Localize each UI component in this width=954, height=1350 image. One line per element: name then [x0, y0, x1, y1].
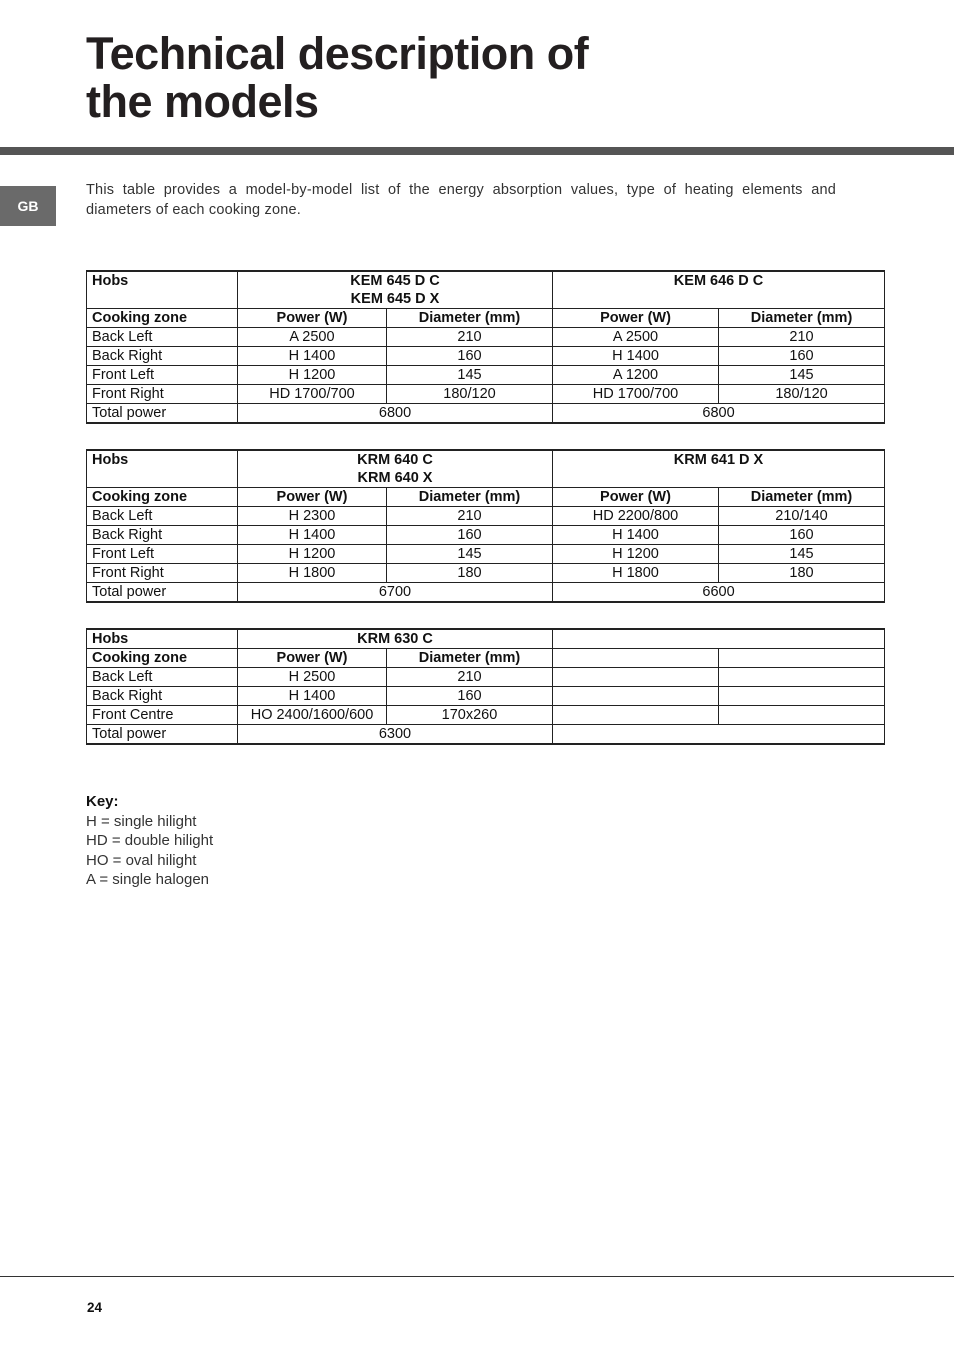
hobs-label: Hobs — [87, 450, 238, 488]
model-name-line: KEM 645 D X — [350, 291, 440, 307]
value-cell: 145 — [387, 366, 553, 385]
model-name — [238, 450, 553, 488]
table-row — [87, 366, 885, 385]
value-cell: 210 — [719, 328, 885, 347]
cooking-zone-header: Cooking zone — [87, 649, 238, 668]
value-cell: 160 — [719, 347, 885, 366]
total-power-value: 6700 — [238, 583, 553, 603]
zone-cell: Back Left — [87, 668, 238, 687]
zone-cell: Back Right — [87, 526, 238, 545]
page-number: 24 — [87, 1300, 103, 1315]
total-power-label: Total power — [87, 725, 238, 745]
zone-cell: Front Left — [87, 545, 238, 564]
total-power-value: 6300 — [238, 725, 553, 745]
value-cell: 160 — [387, 526, 553, 545]
table-row-models — [87, 629, 885, 649]
diameter-header: Diameter (mm) — [387, 488, 553, 507]
value-cell: H 1400 — [553, 347, 719, 366]
key-title: Key: — [86, 793, 119, 810]
page-title-line-2: the models — [86, 76, 319, 127]
empty-cell — [553, 649, 719, 668]
zone-cell: Front Right — [87, 385, 238, 404]
total-row — [87, 725, 885, 745]
value-cell: 145 — [387, 545, 553, 564]
zone-cell: Back Left — [87, 507, 238, 526]
empty-cell — [553, 706, 719, 725]
key-item: A = single halogen — [86, 871, 210, 888]
power-header: Power (W) — [553, 488, 719, 507]
value-cell: H 2500 — [238, 668, 387, 687]
empty-cell — [719, 687, 885, 706]
model-name — [553, 450, 885, 488]
value-cell: 145 — [719, 545, 885, 564]
key-item: HD = double hilight — [86, 832, 214, 849]
value-cell: H 1400 — [553, 526, 719, 545]
key-legend — [86, 792, 213, 890]
value-cell: 145 — [719, 366, 885, 385]
value-cell: 210/140 — [719, 507, 885, 526]
value-cell: HD 2200/800 — [553, 507, 719, 526]
page-title-line-1: Technical description of — [86, 28, 589, 79]
empty-cell — [553, 668, 719, 687]
value-cell: H 1400 — [238, 347, 387, 366]
model-name-line: KRM 640 X — [357, 470, 433, 486]
value-cell: H 1800 — [553, 564, 719, 583]
table-row — [87, 545, 885, 564]
power-header: Power (W) — [238, 649, 387, 668]
value-cell: A 1200 — [553, 366, 719, 385]
model-name — [238, 271, 553, 309]
model-name — [553, 271, 885, 309]
table-header-row — [87, 488, 885, 507]
table-row — [87, 347, 885, 366]
spec-table-2 — [86, 449, 885, 603]
table-row — [87, 328, 885, 347]
value-cell: 180 — [387, 564, 553, 583]
table-row — [87, 564, 885, 583]
table-row — [87, 507, 885, 526]
table-row — [87, 706, 885, 725]
value-cell: 180/120 — [719, 385, 885, 404]
empty-cell — [553, 725, 885, 745]
value-cell: HO 2400/1600/600 — [238, 706, 387, 725]
value-cell: 170x260 — [387, 706, 553, 725]
total-power-label: Total power — [87, 583, 238, 603]
model-name-line: KEM 645 D C — [350, 273, 440, 289]
page-title — [86, 30, 588, 126]
total-power-label: Total power — [87, 404, 238, 424]
value-cell: 160 — [719, 526, 885, 545]
cooking-zone-header: Cooking zone — [87, 488, 238, 507]
zone-cell: Front Right — [87, 564, 238, 583]
value-cell: 180 — [719, 564, 885, 583]
value-cell: H 1400 — [238, 687, 387, 706]
spec-table-3 — [86, 628, 885, 745]
diameter-header: Diameter (mm) — [387, 649, 553, 668]
zone-cell: Back Left — [87, 328, 238, 347]
footer-divider — [0, 1276, 954, 1277]
total-power-value: 6600 — [553, 583, 885, 603]
total-power-value: 6800 — [238, 404, 553, 424]
model-name-line: KRM 641 D X — [673, 452, 764, 468]
empty-cell — [719, 706, 885, 725]
power-header: Power (W) — [238, 309, 387, 328]
model-name-line: KEM 646 D C — [673, 273, 764, 289]
table-row-models — [87, 450, 885, 488]
value-cell: 160 — [387, 687, 553, 706]
table-row — [87, 385, 885, 404]
language-tab: GB — [0, 186, 56, 226]
value-cell: H 1800 — [238, 564, 387, 583]
empty-cell — [553, 629, 885, 649]
value-cell: H 1200 — [553, 545, 719, 564]
empty-cell — [719, 649, 885, 668]
hobs-label: Hobs — [87, 271, 238, 309]
value-cell: H 1200 — [238, 366, 387, 385]
power-header: Power (W) — [553, 309, 719, 328]
table-row — [87, 668, 885, 687]
empty-cell — [719, 668, 885, 687]
value-cell: A 2500 — [553, 328, 719, 347]
intro-paragraph: This table provides a model-by-model list of the energy absorption values, type of heating elements and diameters of each cooking zone. — [86, 182, 836, 218]
table-row-models — [87, 271, 885, 309]
model-name-line: KRM 640 C — [357, 452, 433, 468]
value-cell: 180/120 — [387, 385, 553, 404]
value-cell: HD 1700/700 — [553, 385, 719, 404]
cooking-zone-header: Cooking zone — [87, 309, 238, 328]
table-row — [87, 526, 885, 545]
value-cell: H 1400 — [238, 526, 387, 545]
table-row — [87, 687, 885, 706]
table-header-row — [87, 649, 885, 668]
table-header-row — [87, 309, 885, 328]
total-row — [87, 583, 885, 603]
zone-cell: Back Right — [87, 347, 238, 366]
diameter-header: Diameter (mm) — [719, 309, 885, 328]
value-cell: A 2500 — [238, 328, 387, 347]
key-item: HO = oval hilight — [86, 851, 197, 869]
value-cell: 160 — [387, 347, 553, 366]
value-cell: H 2300 — [238, 507, 387, 526]
value-cell: 210 — [387, 507, 553, 526]
value-cell: H 1200 — [238, 545, 387, 564]
value-cell: 210 — [387, 328, 553, 347]
zone-cell: Back Right — [87, 687, 238, 706]
diameter-header: Diameter (mm) — [387, 309, 553, 328]
diameter-header: Diameter (mm) — [719, 488, 885, 507]
power-header: Power (W) — [238, 488, 387, 507]
header-divider — [0, 147, 954, 155]
empty-cell — [553, 687, 719, 706]
total-row — [87, 404, 885, 424]
zone-cell: Front Centre — [87, 706, 238, 725]
model-name: KRM 630 C — [238, 629, 553, 649]
value-cell: 210 — [387, 668, 553, 687]
value-cell: HD 1700/700 — [238, 385, 387, 404]
key-item: H = single hilight — [86, 812, 197, 830]
total-power-value: 6800 — [553, 404, 885, 424]
hobs-label: Hobs — [87, 629, 238, 649]
zone-cell: Front Left — [87, 366, 238, 385]
spec-table-1 — [86, 270, 885, 424]
